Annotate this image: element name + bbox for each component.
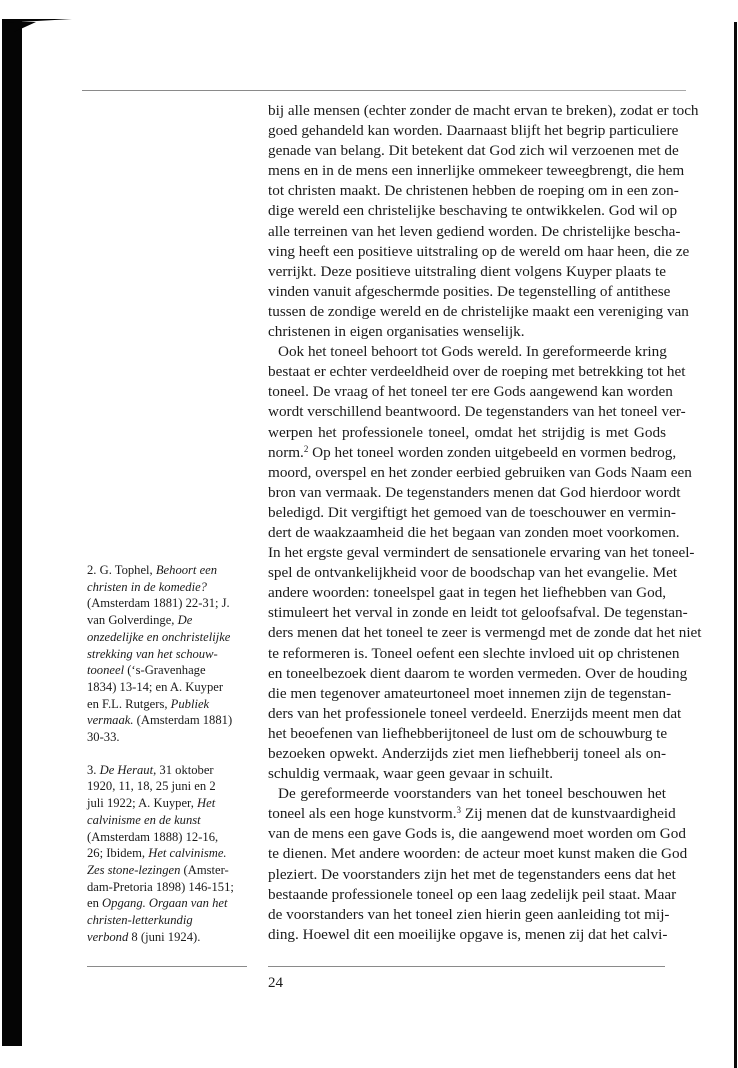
body-line <box>268 865 676 885</box>
body-text-segment: vinden vanuit afgeschermde posities. De tegenstelling of antithese <box>268 282 671 300</box>
body-text-segment: mens en in de mens een innerlijke ommekeer teweegbrengt, die hem <box>268 162 685 180</box>
body-text-segment: ders van het professionele toneel verdeeld. Enerzijds meent men dat <box>268 704 682 722</box>
body-text-segment: ving heeft een positieve uitstraling op de wereld om haar heen, die ze <box>268 242 690 260</box>
body-text-segment: de voorstanders van het toneel zien hierin geen aanleiding tot mij- <box>268 905 670 923</box>
footnote-3 <box>87 762 257 946</box>
body-line <box>268 644 680 664</box>
body-line <box>268 885 677 905</box>
footnote-text: 1834) 13-14; en A. Kuyper <box>87 679 224 694</box>
body-line <box>268 704 682 724</box>
page-number: 24 <box>268 975 283 991</box>
body-text-segment: bij alle mensen (echter zonder de macht ervan te breken), zodat er toch <box>268 102 699 119</box>
footnote-title-italic: Opgang. Orgaan van het <box>102 896 228 911</box>
footnote-line <box>87 778 257 795</box>
footnote-reference: 3 <box>456 805 462 816</box>
footnote-line <box>87 629 257 646</box>
footnote-line <box>87 662 257 679</box>
body-line <box>268 262 666 282</box>
scan-edge-left-corner-shadow <box>14 22 36 32</box>
footnote-text: 26; Ibidem, <box>87 846 149 861</box>
paragraph-first-line <box>268 342 666 362</box>
body-line <box>268 925 666 945</box>
body-text <box>268 101 702 945</box>
footnote-line <box>87 679 257 696</box>
footnote-text: dam-Pretoria 1898) 146-151; <box>87 879 234 894</box>
body-line <box>268 121 679 141</box>
body-line <box>268 503 676 523</box>
body-line <box>268 543 695 563</box>
body-text-segment: goed gehandeld kan worden. Daarnaast blijft het begrip particuliere <box>268 122 679 140</box>
footnote-title-italic: tooneel <box>87 663 125 678</box>
body-line <box>268 302 689 322</box>
footnote-text: (Amsterdam 1881) <box>133 713 233 728</box>
footnote-text: 1920, 11, 18, 25 juni en 2 <box>87 779 216 794</box>
footnote-title-italic: Behoort een <box>155 563 218 577</box>
body-text-segment: ding. Hoewel dit een moeilijke opgave is, menen zij dat het calvi- <box>268 925 668 943</box>
body-line <box>268 523 680 543</box>
body-line <box>268 844 688 864</box>
footnotes-column <box>87 562 257 961</box>
body-text-segment: die men tegenover amateurtoneel moet innemen zijn de tegenstan- <box>268 684 672 702</box>
body-line <box>268 141 679 161</box>
footnote-line <box>87 895 257 912</box>
body-line <box>268 282 671 302</box>
body-text-segment: van de mens een gave Gods is, die aangewend moet worden om God <box>268 825 686 843</box>
paragraph-first-line <box>268 784 666 804</box>
footnote-line <box>87 762 257 779</box>
body-text-segment: toneel als een hoge kunstvorm. <box>268 805 457 823</box>
footnote-line <box>87 729 257 746</box>
body-line <box>268 824 686 844</box>
body-text-segment: dige wereld een christelijke beschaving te ontwikkelen. God wil op <box>268 202 678 220</box>
body-text-segment: Op het toneel worden zonden uitgebeeld en vormen bedrog, <box>308 443 677 461</box>
footnote-text: (‘s-Gravenhage <box>124 663 206 678</box>
footnote-line <box>87 646 257 663</box>
body-line <box>268 161 685 181</box>
footnote-line <box>87 595 257 612</box>
footnote-text: 8 (juni 1924). <box>128 929 201 944</box>
body-text-segment: verrijkt. Deze positieve uitstraling dient volgens Kuyper plaats te <box>268 262 666 280</box>
body-text-segment: Zij menen dat de kunstvaardigheid <box>461 805 676 823</box>
body-text-segment: het beoefenen van liefhebberijtoneel de lust om de schouwburg te <box>268 724 668 742</box>
body-text-segment: schuldig vermaak, waar geen gevaar in schuilt. <box>268 765 554 783</box>
scan-edge-left <box>2 20 22 1046</box>
footnote-title-italic: Het <box>197 796 216 811</box>
body-line <box>268 322 666 342</box>
body-line <box>268 664 688 684</box>
footnote-title-italic: onzedelijke en onchristelijke <box>87 629 231 644</box>
footnote-text: (Amster- <box>180 862 229 877</box>
body-line <box>268 181 679 201</box>
body-line <box>268 744 666 764</box>
footnote-title-italic: verbond <box>87 929 129 944</box>
body-line <box>268 222 681 242</box>
body-line <box>268 101 699 121</box>
body-text-segment: en toneelbezoek dient daarom te worden vermeden. Over de houding <box>268 664 688 682</box>
footnote-text: , 31 oktober <box>153 762 214 777</box>
footnote-reference: 2 <box>303 443 309 454</box>
footnote-title-italic: christen-letterkundig <box>87 913 193 928</box>
body-text-segment: bron van vermaak. De tegenstanders menen dat God hierdoor wordt <box>268 483 681 501</box>
footnote-text: 2. G. Tophel, <box>87 563 156 577</box>
body-text-segment: wordt verschillend beantwoord. De tegenstanders van het toneel ver- <box>268 403 686 421</box>
body-text-segment: beledigd. Dit vergiftigt het gemoed van de toeschouwer en vermin- <box>268 503 676 521</box>
body-line <box>268 764 666 784</box>
footnote-line <box>87 562 257 579</box>
body-line <box>268 804 676 824</box>
footnote-title-italic: Publiek <box>170 696 210 711</box>
body-line <box>268 463 692 483</box>
footnote-title-italic: calvinisme en de kunst <box>87 812 201 827</box>
footnote-text: juli 1922; A. Kuyper, <box>87 796 198 811</box>
footnote-title-italic: Het calvinisme. <box>148 846 227 861</box>
body-line <box>268 724 666 744</box>
body-line <box>268 905 670 925</box>
body-text-segment: bestaat er echter verdeeldheid over de roeping met betrekking tot het <box>268 363 686 381</box>
footnote-line <box>87 912 257 929</box>
body-text-segment: tot christen maakt. De christenen hebben de roeping om in een zon- <box>268 182 679 200</box>
footnote-line <box>87 612 257 629</box>
footnote-title-italic: strekking van het schouw- <box>87 646 218 661</box>
footnote-title-italic: christen in de komedie? <box>87 579 207 594</box>
footnote-line <box>87 712 257 729</box>
body-line <box>268 201 678 221</box>
footnote-line <box>87 829 257 846</box>
body-line <box>268 684 672 704</box>
body-line <box>268 402 686 422</box>
scan-edge-right <box>734 22 737 1068</box>
body-bottom-rule <box>268 966 665 967</box>
body-line <box>268 483 681 503</box>
body-text-segment: ders menen dat het toneel te zeer is vermengd met de zonde dat het niet <box>268 624 702 642</box>
footnote-title-italic: De Heraut <box>99 762 154 777</box>
footnote-title-italic: vermaak. <box>87 713 134 728</box>
footnote-text: van Golverdinge, <box>87 613 178 628</box>
footnote-line <box>87 862 257 879</box>
footnote-text: en <box>87 896 103 911</box>
body-line <box>268 242 690 262</box>
body-text-segment: Ook het toneel behoort tot Gods wereld. In gereformeerde kring <box>278 343 667 361</box>
body-text-segment: christenen in eigen organisaties wenselijk. <box>268 323 525 341</box>
body-text-segment: stimuleert het verval in zonde en leidt tot geloofsafval. De tegenstan- <box>268 604 688 622</box>
body-line <box>268 382 673 402</box>
body-text-segment: dert de waakzaamheid die het begaan van zonden moet voorkomen. <box>268 523 680 541</box>
body-text-segment: spel de ontvankelijkheid voor de boodschap van het evangelie. Met <box>268 564 678 582</box>
footnote-text: (Amsterdam 1881) 22-31; J. <box>87 596 230 611</box>
footnote-line <box>87 929 257 946</box>
header-rule-right <box>490 90 686 91</box>
body-text-segment: toneel. De vraag of het toneel ter ere Gods aangewend kan worden <box>268 383 673 401</box>
footnote-line <box>87 795 257 812</box>
body-text-segment: genade van belang. Dit betekent dat God zich wil verzoenen met de <box>268 142 679 160</box>
body-text-segment: te reformeren is. Toneel oefent een slechte invloed uit op christenen <box>268 644 680 662</box>
body-text-segment: alle terreinen van het leven gediend worden. De christelijke bescha- <box>268 222 681 240</box>
footnote-2 <box>87 562 257 746</box>
body-text-segment: te dienen. Met andere woorden: de acteur moet kunst maken die God <box>268 845 688 863</box>
footnote-line <box>87 696 257 713</box>
body-line <box>268 362 686 382</box>
footnote-text: en F.L. Rutgers, <box>87 696 171 711</box>
body-text-segment: bestaande professionele toneel op een laag zedelijk peil staat. Maar <box>268 885 677 903</box>
body-line <box>268 623 702 643</box>
footnote-title-italic: Zes stone-lezingen <box>87 862 181 877</box>
body-text-segment: In het ergste geval vermindert de sensationele ervaring van het toneel- <box>268 544 695 562</box>
footnote-line <box>87 879 257 896</box>
footnote-text: 3. <box>87 762 100 777</box>
footnote-line <box>87 812 257 829</box>
body-line <box>268 443 677 463</box>
body-line <box>268 583 666 603</box>
body-text-segment: tussen de zondige wereld en de christelijke maakt een vereniging van <box>268 302 689 320</box>
footnote-text: 30-33. <box>87 730 120 745</box>
footnote-text: (Amsterdam 1888) 12-16, <box>87 829 219 844</box>
header-rule <box>82 90 490 91</box>
footnote-title-italic: De <box>177 613 193 628</box>
body-text-segment: bezoeken opwekt. Anderzijds ziet men liefhebberij toneel als on- <box>268 745 666 762</box>
body-text-segment: andere woorden: toneelspel gaat in tegen het liefhebben van God, <box>268 584 667 602</box>
body-text-segment: norm. <box>268 443 304 461</box>
footnote-bottom-rule <box>87 966 247 967</box>
body-text-segment: pleziert. De voorstanders zijn het met de tegenstanders eens dat het <box>268 865 676 883</box>
body-text-segment: werpen het professionele toneel, omdat het strijdig is met Gods <box>268 423 666 441</box>
body-text-segment: moord, overspel en het zonder eerbied gebruiken van Gods Naam een <box>268 463 692 481</box>
footnote-line <box>87 579 257 596</box>
body-text-segment: De gereformeerde voorstanders van het toneel beschouwen het <box>278 785 666 803</box>
body-line <box>268 423 666 443</box>
body-line <box>268 563 678 583</box>
body-line <box>268 603 688 623</box>
scan-edge-left-corner <box>2 19 72 23</box>
footnote-line <box>87 845 257 862</box>
